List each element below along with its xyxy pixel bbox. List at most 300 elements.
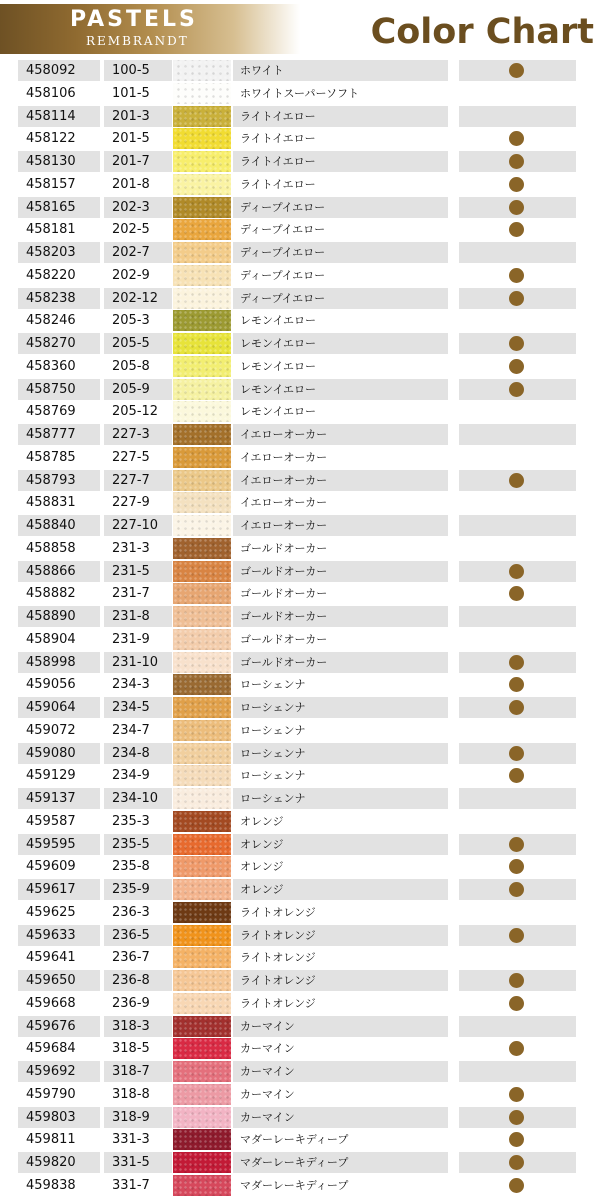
product-code: 459676 [18,1016,100,1037]
availability-cell [459,174,576,195]
color-swatch [173,492,231,513]
availability-dot-icon [509,222,524,237]
color-swatch [173,1016,231,1037]
availability-cell [459,720,576,741]
product-code: 459137 [18,788,100,809]
table-row [0,629,600,650]
availability-cell [459,947,576,968]
product-code: 458777 [18,424,100,445]
availability-dot-icon [509,746,524,761]
color-name: ローシェンナ [240,678,306,692]
color-name: ローシェンナ [233,788,448,809]
color-number: 227-5 [112,449,150,465]
page-header [0,0,600,60]
table-row [0,925,600,946]
product-code: 459625 [26,904,76,920]
table-row [0,219,600,240]
table-row [0,856,600,877]
color-swatch [173,310,231,331]
availability-dot-icon [509,1155,524,1170]
availability-cell [459,310,576,331]
color-number: 227-3 [104,424,172,445]
availability-dot-icon [509,973,524,988]
product-code: 458858 [26,540,76,556]
color-number: 201-5 [112,131,150,147]
color-name: ゴールドオーカー [233,561,448,582]
product-code: 458203 [18,242,100,263]
availability-dot-icon [509,1110,524,1125]
table-row [0,765,600,786]
availability-dot-icon [509,996,524,1011]
availability-dot-icon [509,837,524,852]
color-swatch [173,1084,231,1105]
table-row [0,697,600,718]
color-swatch [173,925,231,946]
availability-cell [459,765,576,786]
color-swatch [173,424,231,445]
color-name: ゴールドオーカー [233,606,448,627]
availability-cell [459,1152,576,1173]
color-number: 234-10 [104,788,172,809]
color-number: 202-5 [112,222,150,238]
product-code: 458246 [26,313,76,329]
availability-cell [459,447,576,468]
color-number: 202-7 [104,242,172,263]
availability-cell [459,652,576,673]
availability-dot-icon [509,564,524,579]
product-code: 459650 [18,970,100,991]
color-name: ゴールドオーカー [240,587,328,601]
color-number: 231-9 [112,631,150,647]
availability-cell [459,242,576,263]
product-code: 458769 [26,404,76,420]
color-swatch [173,83,231,104]
table-row [0,83,600,104]
color-swatch [173,561,231,582]
product-code: 458114 [18,106,100,127]
color-swatch [173,674,231,695]
product-code: 459072 [26,722,76,738]
color-number: 235-3 [112,813,150,829]
color-number: 201-7 [104,151,172,172]
color-name: ライトオレンジ [240,951,316,965]
color-swatch [173,1152,231,1173]
availability-cell [459,561,576,582]
product-code: 458092 [18,60,100,81]
color-number: 202-3 [104,197,172,218]
color-number: 227-7 [104,470,172,491]
color-swatch [173,652,231,673]
color-name: ライトオレンジ [233,970,448,991]
availability-cell [459,424,576,445]
brand-title: PASTELS [70,7,198,32]
table-row [0,1038,600,1059]
table-row [0,424,600,445]
availability-cell [459,970,576,991]
color-swatch [173,743,231,764]
color-number: 227-9 [112,495,150,511]
color-name: ホワイトスーパーソフト [240,86,360,100]
color-name: ディープイエロー [233,242,448,263]
color-name: ディープイエロー [233,197,448,218]
color-number: 331-3 [112,1132,150,1148]
color-swatch [173,288,231,309]
availability-dot-icon [509,655,524,670]
table-row [0,356,600,377]
color-name: レモンイエロー [240,359,317,373]
availability-cell [459,811,576,832]
product-code: 458904 [26,631,76,647]
product-code: 459129 [26,768,76,784]
color-swatch [173,856,231,877]
color-swatch [173,811,231,832]
color-swatch [173,697,231,718]
color-name: レモンイエロー [240,405,317,419]
product-code: 458157 [26,176,76,192]
color-number: 205-12 [112,404,159,420]
product-code: 459692 [18,1061,100,1082]
availability-cell [459,583,576,604]
table-row [0,60,600,81]
brand-subtitle: REMBRANDT [86,34,189,48]
color-number: 205-9 [104,379,172,400]
table-row [0,1084,600,1105]
table-row [0,515,600,536]
product-code: 459633 [18,925,100,946]
color-swatch [173,197,231,218]
color-name: レモンイエロー [240,314,317,328]
availability-cell [459,106,576,127]
color-swatch [173,128,231,149]
color-name: マダーレーキディープ [240,1133,349,1147]
product-code: 458793 [18,470,100,491]
product-code: 458882 [26,586,76,602]
color-swatch [173,174,231,195]
product-code: 458270 [18,333,100,354]
color-number: 318-3 [104,1016,172,1037]
product-code: 459617 [18,879,100,900]
color-number: 202-9 [112,267,150,283]
table-row [0,879,600,900]
table-row [0,242,600,263]
color-number: 101-5 [112,85,150,101]
availability-dot-icon [509,586,524,601]
availability-cell [459,83,576,104]
color-name: オレンジ [240,814,284,828]
availability-cell [459,1084,576,1105]
availability-dot-icon [509,473,524,488]
table-row [0,379,600,400]
color-swatch [173,151,231,172]
availability-cell [459,288,576,309]
color-name: ライトオレンジ [233,925,448,946]
product-code: 459820 [18,1152,100,1173]
table-row [0,128,600,149]
availability-dot-icon [509,154,524,169]
color-swatch [173,788,231,809]
availability-cell [459,629,576,650]
availability-cell [459,265,576,286]
availability-cell [459,1038,576,1059]
product-code: 459609 [26,859,76,875]
availability-cell [459,834,576,855]
color-number: 201-3 [104,106,172,127]
product-code: 459803 [18,1107,100,1128]
availability-dot-icon [509,677,524,692]
color-name: カーマイン [233,1061,448,1082]
color-swatch [173,401,231,422]
availability-dot-icon [509,336,524,351]
availability-cell [459,470,576,491]
color-number: 236-7 [112,950,150,966]
availability-cell [459,697,576,718]
table-row [0,788,600,809]
color-name: オレンジ [240,860,284,874]
table-row [0,174,600,195]
table-row [0,197,600,218]
color-swatch [173,1129,231,1150]
color-name: ゴールドオーカー [240,541,328,555]
color-swatch [173,583,231,604]
color-number: 318-7 [104,1061,172,1082]
color-number: 202-12 [104,288,172,309]
product-code: 458122 [26,131,76,147]
color-name: ライトイエロー [240,177,316,191]
color-swatch [173,879,231,900]
table-row [0,265,600,286]
color-number: 227-10 [104,515,172,536]
color-number: 100-5 [104,60,172,81]
color-name: ゴールドオーカー [233,652,448,673]
product-code: 458890 [18,606,100,627]
product-code: 458130 [18,151,100,172]
availability-cell [459,1107,576,1128]
availability-dot-icon [509,1041,524,1056]
availability-dot-icon [509,177,524,192]
table-row [0,652,600,673]
color-name: ライトイエロー [240,132,316,146]
availability-cell [459,1016,576,1037]
color-number: 236-3 [112,904,150,920]
color-swatch [173,629,231,650]
product-code: 458785 [26,449,76,465]
availability-dot-icon [509,882,524,897]
color-swatch [173,720,231,741]
availability-cell [459,1129,576,1150]
color-number: 235-8 [112,859,150,875]
color-name: イエローオーカー [233,424,448,445]
color-name: イエローオーカー [240,496,328,510]
color-number: 231-8 [104,606,172,627]
color-swatch [173,947,231,968]
color-swatch [173,1038,231,1059]
availability-cell [459,197,576,218]
color-number: 235-9 [104,879,172,900]
availability-dot-icon [509,1087,524,1102]
color-swatch [173,993,231,1014]
color-number: 236-5 [104,925,172,946]
product-code: 458106 [26,85,76,101]
table-row [0,288,600,309]
product-code: 458220 [26,267,76,283]
color-swatch [173,1175,231,1196]
product-code: 459668 [26,995,76,1011]
table-row [0,1061,600,1082]
color-name: ローシェンナ [233,743,448,764]
color-number: 234-8 [104,743,172,764]
availability-dot-icon [509,268,524,283]
product-code: 458750 [18,379,100,400]
product-code: 459684 [26,1041,76,1057]
color-swatch [173,1061,231,1082]
color-swatch [173,902,231,923]
product-code: 459790 [26,1086,76,1102]
color-swatch [173,60,231,81]
color-swatch [173,447,231,468]
color-number: 205-3 [112,313,150,329]
color-swatch [173,834,231,855]
availability-dot-icon [509,291,524,306]
color-name: オレンジ [233,879,448,900]
product-code: 458360 [26,358,76,374]
color-number: 231-5 [104,561,172,582]
table-row [0,1016,600,1037]
color-name: カーマイン [240,1042,295,1056]
color-name: イエローオーカー [240,450,328,464]
color-name: ディープイエロー [233,288,448,309]
availability-cell [459,879,576,900]
color-swatch [173,970,231,991]
color-name: ライトオレンジ [240,996,316,1010]
availability-cell [459,993,576,1014]
color-name: ディープイエロー [240,223,326,237]
availability-cell [459,674,576,695]
product-code: 458238 [18,288,100,309]
availability-dot-icon [509,200,524,215]
availability-cell [459,60,576,81]
availability-dot-icon [509,768,524,783]
availability-cell [459,333,576,354]
availability-cell [459,606,576,627]
color-name: カーマイン [233,1107,448,1128]
availability-cell [459,902,576,923]
product-code: 458998 [18,652,100,673]
color-swatch [173,515,231,536]
availability-cell [459,856,576,877]
availability-dot-icon [509,382,524,397]
color-swatch [173,242,231,263]
color-swatch [173,106,231,127]
availability-cell [459,1175,576,1196]
page-title: Color Chart [370,12,594,52]
table-row [0,583,600,604]
product-code: 458866 [18,561,100,582]
table-row [0,470,600,491]
color-name: ライトイエロー [233,106,448,127]
product-code: 459064 [18,697,100,718]
product-code: 459811 [26,1132,76,1148]
table-row [0,947,600,968]
table-row [0,333,600,354]
availability-dot-icon [509,700,524,715]
color-name: ゴールドオーカー [240,632,328,646]
color-name: オレンジ [233,834,448,855]
color-swatch [173,379,231,400]
product-code: 458181 [26,222,76,238]
table-row [0,401,600,422]
availability-cell [459,401,576,422]
color-number: 231-7 [112,586,150,602]
table-row [0,561,600,582]
color-number: 236-9 [112,995,150,1011]
color-number: 231-10 [104,652,172,673]
product-code: 459587 [26,813,76,829]
color-number: 331-5 [104,1152,172,1173]
table-row [0,674,600,695]
color-name: マダーレーキディープ [233,1152,448,1173]
availability-dot-icon [509,928,524,943]
color-name: レモンイエロー [233,333,448,354]
table-row [0,310,600,331]
brand-logo [0,4,300,54]
availability-cell [459,925,576,946]
availability-cell [459,743,576,764]
color-swatch [173,765,231,786]
availability-cell [459,538,576,559]
color-swatch [173,219,231,240]
color-swatch [173,265,231,286]
product-code: 459838 [26,1177,76,1193]
color-number: 234-5 [104,697,172,718]
color-swatch [173,333,231,354]
color-name: イエローオーカー [233,515,448,536]
availability-cell [459,788,576,809]
color-number: 201-8 [112,176,150,192]
color-name: ローシェンナ [233,697,448,718]
color-number: 234-7 [112,722,150,738]
table-row [0,743,600,764]
table-row [0,106,600,127]
availability-cell [459,219,576,240]
color-number: 318-8 [112,1086,150,1102]
table-row [0,902,600,923]
color-swatch [173,606,231,627]
color-name: ライトイエロー [233,151,448,172]
table-row [0,970,600,991]
color-swatch [173,356,231,377]
color-name: レモンイエロー [233,379,448,400]
table-row [0,834,600,855]
table-row [0,538,600,559]
color-number: 318-9 [104,1107,172,1128]
color-swatch [173,470,231,491]
product-code: 458840 [18,515,100,536]
color-number: 318-5 [112,1041,150,1057]
color-name: ホワイト [233,60,448,81]
availability-cell [459,492,576,513]
availability-cell [459,356,576,377]
table-row [0,1107,600,1128]
availability-dot-icon [509,359,524,374]
availability-cell [459,379,576,400]
table-row [0,492,600,513]
color-name: ディープイエロー [240,268,326,282]
availability-dot-icon [509,131,524,146]
color-number: 234-9 [112,768,150,784]
color-number: 236-8 [104,970,172,991]
availability-dot-icon [509,1178,524,1193]
table-row [0,447,600,468]
